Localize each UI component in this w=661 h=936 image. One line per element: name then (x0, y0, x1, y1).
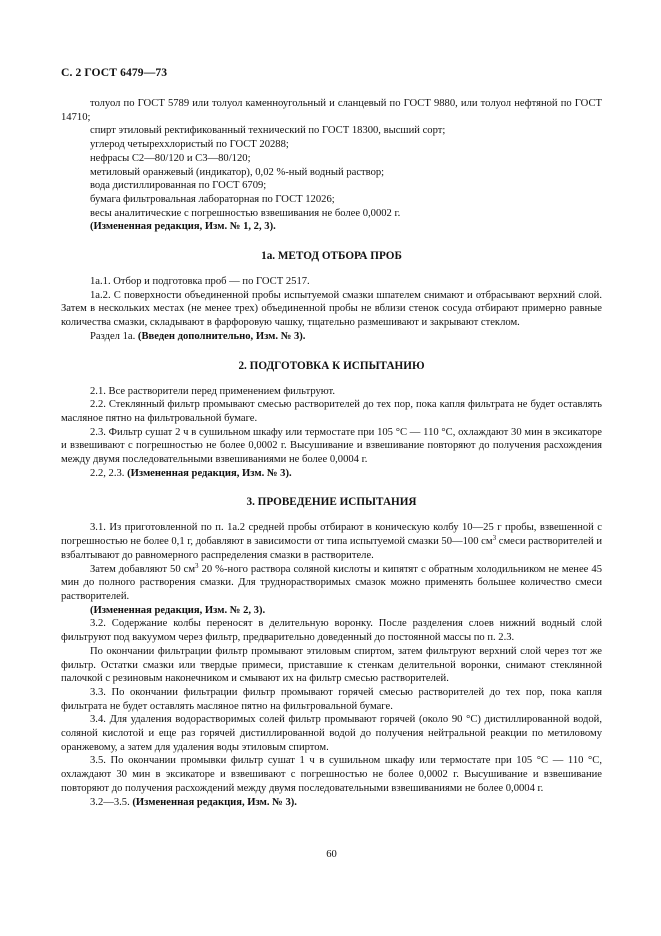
paragraph-text: Затем добавляют 50 см (90, 563, 196, 575)
paragraph: 3.4. Для удаления водорастворимых солей фильтр промывают горячей (около 90 °С) дистиллированной водой, соляной кислотой и еще раз горячей дистиллированной водой до получения нейтральной реакции по метиловому оранжевому, а затем для удаления воды этиловым спиртом. (61, 714, 602, 753)
paragraph: По окончании фильтрации фильтр промывают этиловым спиртом, затем фильтруют верхний слой через тот же фильтр. Остатки смазки или твердые примеси, приставшие к стенкам делительной воронки, снимают стеклянной палочкой с резиновым наконечником и смывают их на фильтр смесью растворителей. (61, 645, 602, 685)
document-body (61, 97, 602, 809)
paragraph: 3.2. Содержание колбы переносят в делительную воронку. После разделения слоев нижний водный слой фильтруют под вакуумом через фильтр, предварительно доведенный до постоянной массы по п. 2.3. (61, 618, 602, 644)
materials-item: углерод четыреххлористый по ГОСТ 20288; (90, 139, 289, 151)
section-heading: 3. ПРОВЕДЕНИЕ ИСПЫТАНИЯ (246, 496, 417, 509)
paragraph: 3.3. По окончании фильтрации фильтр промывают горячей смесью растворителей до тех пор, пока капля фильтрата не будет оставлять масляное пятно на фильтровальной бумаге. (61, 686, 602, 712)
paragraph-text: смеси растворителей и взбалтывают до равномерного распределения смазки в растворителе. (61, 536, 602, 561)
paragraph: 2.2. Стеклянный фильтр промывают смесью растворителей до тех пор, пока капля фильтрата не будет оставлять масляное пятно на фильтровальной бумаге. (61, 399, 602, 424)
materials-item: весы аналитические с погрешностью взвешивания не более 0,0002 г. (90, 207, 401, 219)
amendment-line (61, 467, 602, 481)
amendment-line (61, 330, 602, 344)
paragraph-text: 20 %-ного раствора соляной кислоты и кипятят с обратным холодильником не менее 45 мин до полного растворения смазки. Для труднорастворимых смазок можно применять большее количество смеси растворителей. (61, 563, 602, 602)
superscript: 3 (195, 561, 199, 570)
paragraph: 1а.2. С поверхности объединенной пробы испытуемой смазки шпателем снимают и отбрасывают верхний слой. Затем в нескольких местах (не менее трех) объединенной пробы не вблизи стенок сосуда отбирают примерно равные количества смазки, складывают в фарфоровую чашку, тщательно размешивают и закрывают стеклом. (61, 289, 602, 329)
amendment-prefix: 3.2—3.5. (90, 796, 133, 808)
amendment-prefix: 2.2, 2.3. (90, 467, 128, 479)
amendment-note: (Измененная редакция, Изм. № 3). (127, 467, 292, 479)
amendment-line (61, 796, 602, 810)
amendment-note: (Введен дополнительно, Изм. № 3). (137, 330, 306, 342)
amendment-prefix: Раздел 1а. (90, 330, 138, 342)
paragraph (61, 521, 602, 562)
materials-item: бумага фильтровальная лабораторная по ГОСТ 12026; (90, 193, 335, 205)
materials-item: спирт этиловый ректификованный технический по ГОСТ 18300, высший сорт; (90, 125, 446, 137)
section-heading: 1а. МЕТОД ОТБОРА ПРОБ (261, 250, 402, 263)
amendment-note: (Измененная редакция, Изм. № 3). (132, 796, 297, 808)
paragraph: 3.5. По окончании промывки фильтр сушат 1 ч в сушильном шкафу или термостате при 105 °С — 110 °С, охлаждают 30 мин в эксикаторе и взвешивают с погрешностью не более 0,0002 г. Высушивание и взвешивание повторяют до получения расхождений между двумя последовательными взвешиваниями не более 0,0004 г. (61, 755, 602, 794)
materials-item: вода дистиллированная по ГОСТ 6709; (90, 180, 267, 192)
paragraph: 2.3. Фильтр сушат 2 ч в сушильном шкафу или термостате при 105 °С — 110 °С, охлаждают 30 мин в эксикаторе и взвешивают с погрешностью не более 0,0002 г. Высушивание и взвешивание повторяют до получения расхождения между двумя последовательными взвешиваниями не более 0,0004 г. (61, 426, 602, 466)
paragraph (61, 563, 602, 604)
materials-item: нефрасы С2—80/120 и С3—80/120; (90, 152, 251, 164)
paragraph-text: 3.1. Из приготовленной по п. 1а.2 средней пробы отбирают в коническую колбу 10—25 г пробы, взвешенной с погрешностью не более 0,1 г, добавляют в зависимости от типа испытуемой смазки 50—100 см (61, 522, 602, 548)
paragraph: 1а.1. Отбор и подготовка проб — по ГОСТ 2517. (90, 276, 310, 288)
section-heading: 2. ПОДГОТОВКА К ИСПЫТАНИЮ (238, 359, 425, 372)
superscript: 3 (492, 534, 497, 543)
amendment-note: (Измененная редакция, Изм. № 1, 2, 3). (90, 221, 276, 233)
page-number: 60 (326, 849, 337, 860)
running-header: С. 2 ГОСТ 6479—73 (61, 66, 168, 79)
materials-item: метиловый оранжевый (индикатор), 0,02 %-ный водный раствор; (90, 166, 385, 178)
paragraph: 2.1. Все растворители перед применением фильтруют. (90, 385, 336, 397)
amendment-note: (Измененная редакция, Изм. № 2, 3). (90, 604, 266, 616)
materials-item: толуол по ГОСТ 5789 или толуол каменноугольный и сланцевый по ГОСТ 9880, или толуол нефтяной по ГОСТ 14710; (61, 98, 602, 123)
